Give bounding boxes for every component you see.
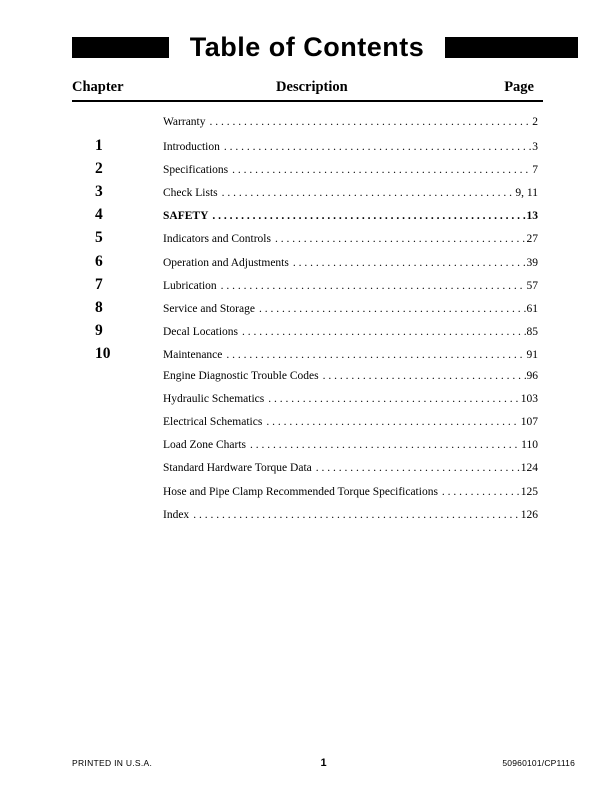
toc-entry bbox=[72, 250, 538, 273]
toc-entry-page: 39 bbox=[526, 256, 538, 269]
toc-entry-description: Check Lists bbox=[163, 187, 218, 200]
toc-entry-description: Hydraulic Schematics bbox=[163, 393, 265, 406]
toc-list bbox=[72, 111, 538, 527]
toc-entry-chapter: 8 bbox=[95, 298, 103, 316]
toc-entry bbox=[72, 180, 538, 203]
dot-leader bbox=[271, 228, 526, 251]
toc-entry-chapter: 6 bbox=[95, 252, 103, 270]
title-bar-right bbox=[445, 37, 578, 58]
toc-entry-page: 61 bbox=[526, 302, 538, 315]
column-header-chapter: Chapter bbox=[72, 79, 124, 95]
dot-leader bbox=[217, 275, 526, 298]
dot-leader bbox=[189, 504, 520, 527]
dot-leader bbox=[264, 388, 520, 411]
toc-entry-page: 124 bbox=[520, 462, 538, 475]
toc-entry-chapter: 5 bbox=[95, 229, 103, 247]
dot-leader bbox=[218, 182, 515, 205]
toc-entry bbox=[72, 134, 538, 157]
toc-entry-page: 91 bbox=[526, 348, 538, 361]
toc-column-headers bbox=[72, 79, 534, 95]
toc-entry-page: 2 bbox=[532, 116, 538, 128]
toc-entry-description: SAFETY bbox=[163, 210, 209, 223]
column-header-page: Page bbox=[504, 79, 534, 95]
toc-entry bbox=[72, 226, 538, 249]
title-banner bbox=[72, 32, 578, 62]
dot-leader bbox=[246, 434, 520, 457]
toc-entry-description: Lubrication bbox=[163, 279, 217, 292]
toc-entry-description: Warranty bbox=[163, 116, 206, 128]
toc-entry-description: Load Zone Charts bbox=[163, 439, 247, 452]
toc-entry-description: Engine Diagnostic Trouble Codes bbox=[163, 370, 319, 383]
toc-entry-page: 3 bbox=[532, 141, 538, 154]
toc-entry-description: Electrical Schematics bbox=[163, 416, 263, 429]
page-footer bbox=[72, 756, 575, 770]
toc-entry-chapter: 3 bbox=[95, 183, 103, 201]
dot-leader bbox=[238, 321, 525, 344]
toc-entry-page: 103 bbox=[520, 393, 538, 406]
toc-entry-description: Indicators and Controls bbox=[163, 233, 271, 246]
toc-entry-chapter: 1 bbox=[95, 137, 103, 155]
toc-entry-description: Standard Hardware Torque Data bbox=[163, 462, 312, 475]
dot-leader bbox=[206, 111, 532, 134]
toc-entry bbox=[72, 411, 538, 434]
toc-entry-chapter: 2 bbox=[95, 160, 103, 178]
toc-entry-page: 27 bbox=[526, 233, 538, 246]
toc-entry bbox=[72, 388, 538, 411]
dot-leader bbox=[208, 205, 525, 228]
toc-entry-page: 96 bbox=[526, 370, 538, 383]
dot-leader bbox=[289, 252, 526, 275]
toc-entry-description: Introduction bbox=[163, 141, 220, 154]
toc-entry-page: 110 bbox=[521, 439, 538, 452]
toc-entry bbox=[72, 111, 538, 134]
toc-entry bbox=[72, 434, 538, 457]
toc-entry-description: Hose and Pipe Clamp Recommended Torque Specifications bbox=[163, 485, 438, 498]
toc-entry-description: Operation and Adjustments bbox=[163, 256, 289, 269]
toc-entry-page: 13 bbox=[526, 210, 538, 223]
title-bar-left bbox=[72, 37, 169, 58]
dot-leader bbox=[255, 298, 526, 321]
toc-entry-chapter: 10 bbox=[95, 344, 111, 362]
toc-entry bbox=[72, 157, 538, 180]
toc-entry-description: Index bbox=[163, 508, 190, 521]
toc-entry bbox=[72, 481, 538, 504]
toc-entry bbox=[72, 273, 538, 296]
footer-part-number: 50960101/CP1116 bbox=[502, 758, 575, 768]
toc-entry-page: 85 bbox=[526, 325, 538, 338]
toc-entry-chapter: 4 bbox=[95, 206, 103, 224]
page-title: Table of Contents bbox=[189, 32, 425, 62]
toc-entry bbox=[72, 365, 538, 388]
toc-entry bbox=[72, 296, 538, 319]
dot-leader bbox=[220, 136, 531, 159]
toc-entry-description: Decal Locations bbox=[163, 325, 239, 338]
toc-entry bbox=[72, 457, 538, 480]
toc-entry-page: 9, 11 bbox=[515, 187, 538, 200]
dot-leader bbox=[319, 365, 526, 388]
toc-entry-description: Service and Storage bbox=[163, 302, 255, 315]
column-header-description: Description bbox=[276, 79, 348, 95]
dot-leader bbox=[438, 481, 520, 504]
toc-entry bbox=[72, 319, 538, 342]
dot-leader bbox=[222, 344, 525, 367]
toc-entry-description: Specifications bbox=[163, 164, 229, 177]
dot-leader bbox=[312, 457, 520, 480]
toc-entry-description: Maintenance bbox=[163, 348, 223, 361]
dot-leader bbox=[228, 159, 531, 182]
header-rule bbox=[72, 100, 543, 102]
footer-printed-in: PRINTED IN U.S.A. bbox=[72, 758, 153, 768]
toc-entry-chapter: 7 bbox=[95, 275, 103, 293]
toc-entry bbox=[72, 203, 538, 226]
toc-entry-page: 126 bbox=[520, 508, 538, 521]
toc-entry bbox=[72, 342, 538, 365]
toc-entry-page: 7 bbox=[532, 164, 538, 177]
toc-entry bbox=[72, 504, 538, 527]
toc-entry-chapter: 9 bbox=[95, 321, 103, 339]
toc-entry-page: 57 bbox=[526, 279, 538, 292]
toc-entry-page: 125 bbox=[520, 485, 538, 498]
dot-leader bbox=[262, 411, 519, 434]
toc-entry-page: 107 bbox=[520, 416, 538, 429]
footer-page-number: 1 bbox=[320, 757, 327, 769]
